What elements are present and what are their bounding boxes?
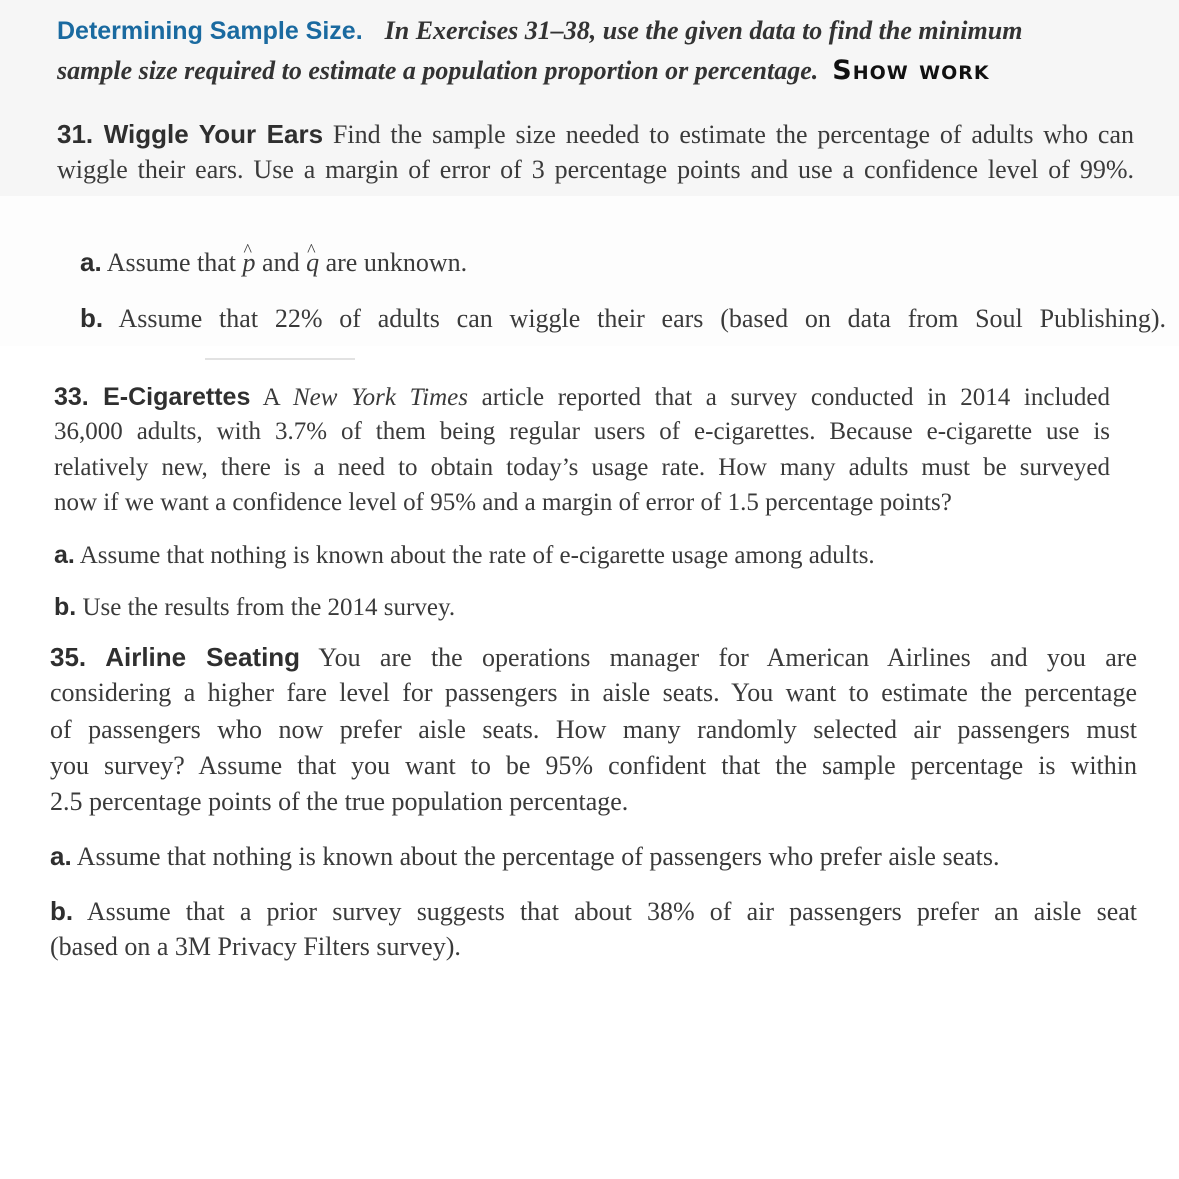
header-line-2 [57, 55, 990, 86]
p-hat-symbol: p ^ [243, 245, 256, 281]
exercise-31-title: 31. Wiggle Your Ears [57, 119, 324, 149]
exercise-33-line-1: 33. E-Cigarettes A New York Times article reported that a survey conducted in 2014 included [54, 383, 1111, 411]
exercise-33-line-2: 36,000 adults, with 3.7% of them being regular users of e-cigarettes. Because e-cigarette use is [54, 418, 1110, 445]
header-line-1 [57, 16, 1022, 46]
exercise-33-title: 33. E-Cigarettes [54, 383, 251, 411]
exercise-31-line-1: 31. Wiggle Your Ears Find the sample size needed to estimate the percentage of adults who can [57, 119, 1134, 149]
exercise-33-line-4: now if we want a confidence level of 95% and a margin of error of 1.5 percentage points? [54, 489, 952, 516]
exercise-35-title: 35. Airline Seating [50, 642, 301, 672]
exercise-35-line-4: you survey? Assume that you want to be 95% confident that the sample percentage is within [50, 751, 1137, 780]
divider [205, 358, 355, 360]
exercise-35-line-3: of passengers who now prefer aisle seats. How many randomly selected air passengers must [50, 715, 1137, 744]
section-title: Determining Sample Size. [57, 17, 363, 45]
exercise-31-part-a: a. Assume that p ^ and q ^ are unknown. [80, 245, 467, 281]
exercise-33-line-3: relatively new, there is a need to obtain today’s usage rate. How many adults must be surveyed [54, 454, 1110, 481]
exercise-35-part-b: b. Assume that a prior survey suggests that about 38% of air passengers prefer an aisle seat [50, 896, 1137, 926]
exercise-35-line-5: 2.5 percentage points of the true population percentage. [50, 787, 629, 816]
exercise-35-part-a: a. Assume that nothing is known about the percentage of passengers who prefer aisle seats. [50, 841, 1000, 871]
q-hat-symbol: q ^ [306, 245, 319, 281]
exercise-35-part-b-cont: (based on a 3M Privacy Filters survey). [50, 932, 461, 961]
exercise-35-line-2: considering a higher fare level for passengers in aisle seats. You want to estimate the percentage [50, 678, 1137, 707]
instruction-text-cont: sample size required to estimate a population proportion or percentage. [57, 56, 819, 85]
instruction-text: In Exercises 31–38, use the given data to find the minimum [384, 16, 1023, 45]
exercise-33-part-a: a. Assume that nothing is known about the rate of e-cigarette usage among adults. [54, 541, 875, 569]
show-work-annotation: Show work [832, 55, 990, 86]
exercise-31-part-b: b. Assume that 22% of adults can wiggle their ears (based on data from Soul Publishing). [80, 303, 1166, 333]
exercise-31-line-2: wiggle their ears. Use a margin of error of 3 percentage points and use a confidence level of 99%. [57, 155, 1134, 184]
exercise-33-part-b: b. Use the results from the 2014 survey. [54, 593, 456, 621]
exercise-35-line-1: 35. Airline Seating You are the operations manager for American Airlines and you are [50, 642, 1137, 672]
